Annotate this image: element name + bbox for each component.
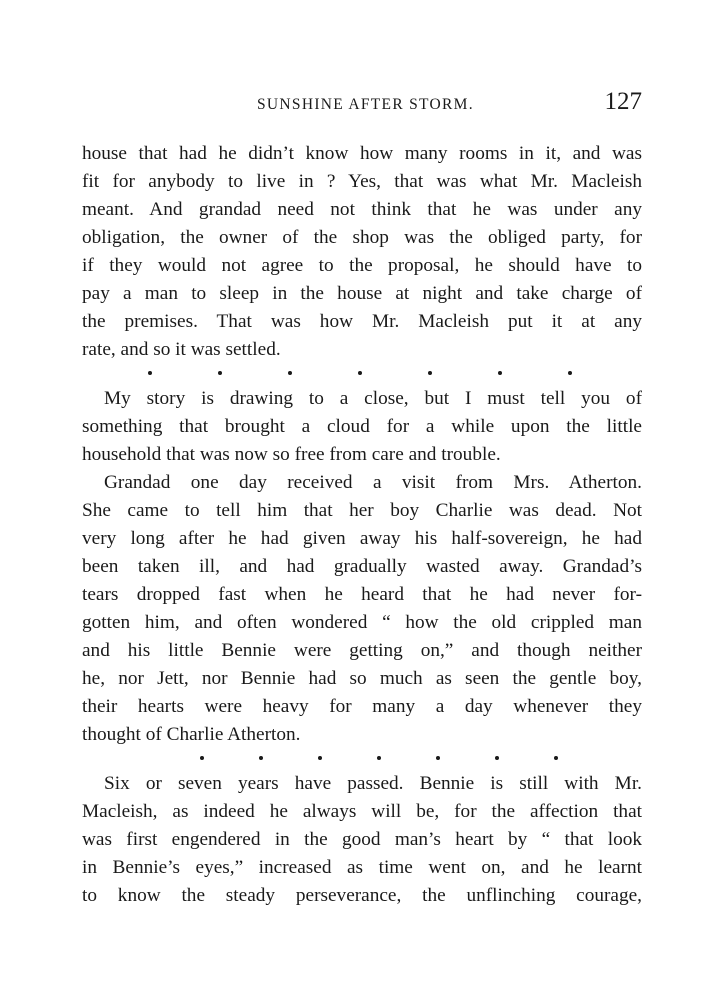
- text-line: rate, and so it was settled.: [82, 339, 281, 360]
- text-line: obligation, the owner of the shop was the obliged party, for: [82, 227, 642, 248]
- text-line: house that had he didn’t know how many rooms in it, and was: [82, 143, 642, 164]
- text-line: Six or seven years have passed. Bennie is still with Mr.: [104, 773, 642, 794]
- text-line: their hearts were heavy for many a day whenever they: [82, 696, 642, 717]
- text-line: tears dropped fast when he heard that he had never for-: [82, 584, 642, 605]
- text-line: in Bennie’s eyes,” increased as time went on, and he learnt: [82, 857, 642, 878]
- text-line: pay a man to sleep in the house at night and take charge of: [82, 283, 642, 304]
- text-line: and his little Bennie were getting on,” and though neither: [82, 640, 642, 661]
- text-line: very long after he had given away his half-sovereign, he had: [82, 528, 642, 549]
- text-line: he, nor Jett, nor Bennie had so much as seen the gentle boy,: [82, 668, 642, 689]
- text-line: Grandad one day received a visit from Mrs. Atherton.: [104, 472, 642, 493]
- text-line: been taken ill, and had gradually wasted away. Grandad’s: [82, 556, 642, 577]
- section-break: [200, 756, 560, 768]
- section-break: [148, 371, 578, 383]
- text-line: the premises. That was how Mr. Macleish put it at any: [82, 311, 642, 332]
- text-line: thought of Charlie Atherton.: [82, 724, 301, 745]
- text-line: gotten him, and often wondered “ how the old crippled man: [82, 612, 642, 633]
- running-head: [82, 88, 642, 122]
- text-line: She came to tell him that her boy Charlie was dead. Not: [82, 500, 642, 521]
- text-line: if they would not agree to the proposal, he should have to: [82, 255, 642, 276]
- page-number: 127: [604, 88, 642, 115]
- text-line: My story is drawing to a close, but I must tell you of: [104, 388, 642, 409]
- text-line: to know the steady perseverance, the unflinching courage,: [82, 885, 642, 906]
- text-line: Macleish, as indeed he always will be, for the affection that: [82, 801, 642, 822]
- text-line: meant. And grandad need not think that he was under any: [82, 199, 642, 220]
- text-line: something that brought a cloud for a while upon the little: [82, 416, 642, 437]
- text-line: fit for anybody to live in ? Yes, that was what Mr. Macleish: [82, 171, 642, 192]
- text-line: household that was now so free from care and trouble.: [82, 444, 501, 465]
- text-line: was first engendered in the good man’s heart by “ that look: [82, 829, 642, 850]
- running-title: SUNSHINE AFTER STORM.: [257, 96, 474, 113]
